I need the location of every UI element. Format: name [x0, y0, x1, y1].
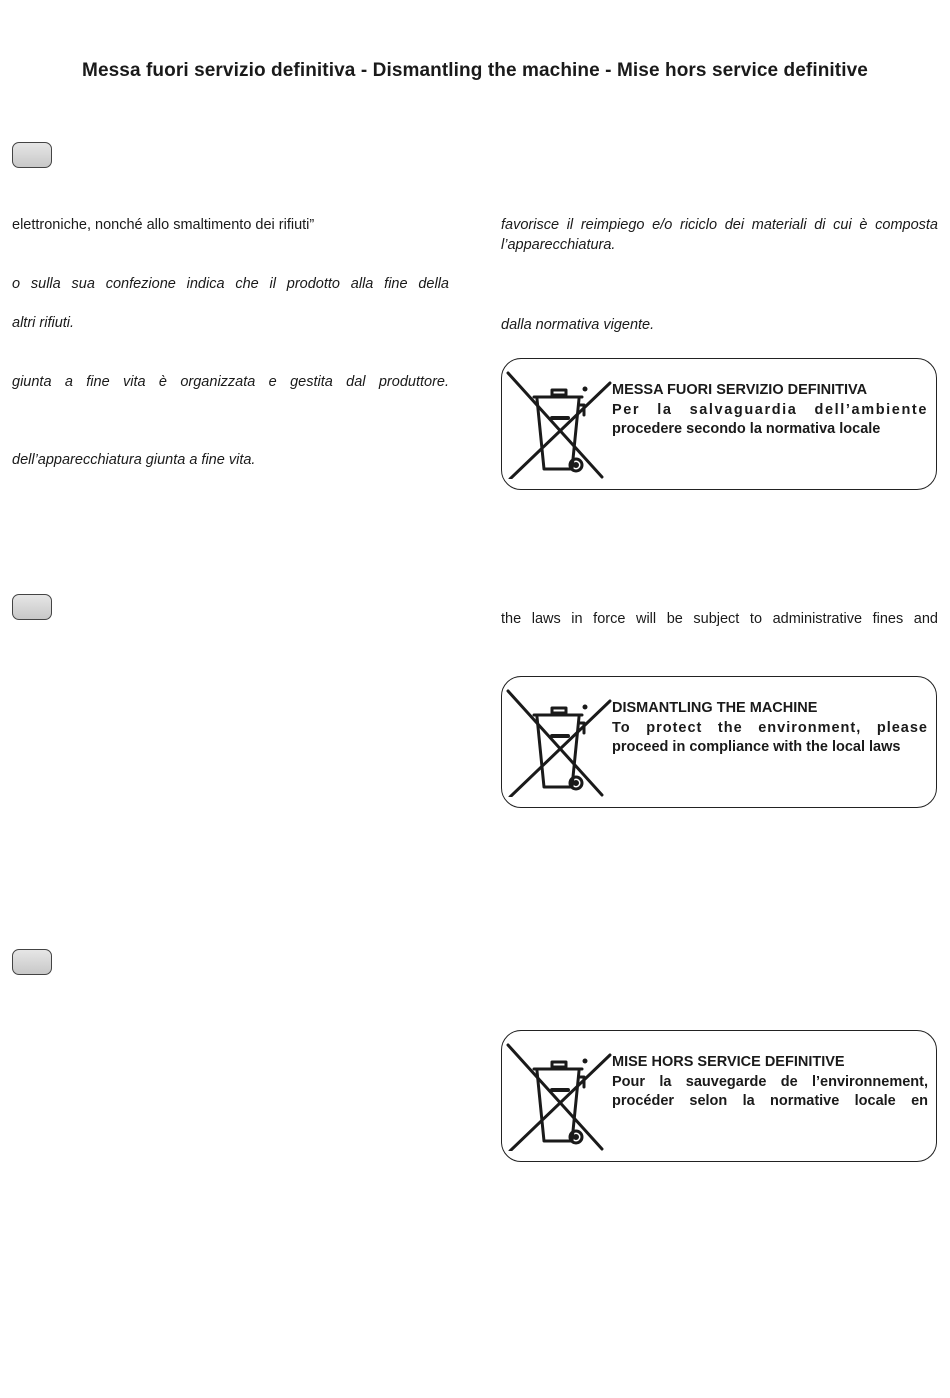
language-badge-english [12, 594, 52, 620]
language-badge-italian [12, 142, 52, 168]
crossed-out-bin-icon [504, 1039, 616, 1151]
notice-line1: Per la salvaguardia dell’ambiente [612, 401, 928, 418]
it-left-line4: giunta a fine vita è organizzata e gestita dal produttore. [12, 374, 449, 390]
language-badge-french [12, 949, 52, 975]
notice-heading: DISMANTLING THE MACHINE [612, 700, 818, 716]
notice-heading: MISE HORS SERVICE DEFINITIVE [612, 1054, 845, 1070]
it-left-line1: elettroniche, nonché allo smaltimento dei rifiuti” [12, 217, 315, 233]
crossed-out-bin-icon [504, 367, 616, 479]
page-title: Messa fuori servizio definitiva - Dismantling the machine - Mise hors service definitive [82, 60, 868, 81]
notice-text-french [612, 1053, 928, 1112]
notice-box-english [501, 676, 937, 808]
notice-line1: To protect the environment, please [612, 719, 928, 736]
notice-line1: Pour la sauvegarde de l’environnement, [612, 1073, 928, 1090]
notice-line2: procedere secondo la normativa locale [612, 421, 881, 437]
notice-heading: MESSA FUORI SERVIZIO DEFINITIVA [612, 382, 868, 398]
notice-box-italian [501, 358, 937, 490]
it-right-line1: favorisce il reimpiego e/o riciclo dei materiali di cui è composta [501, 217, 938, 233]
it-right-line2: l’apparecchiatura. [501, 237, 616, 253]
it-left-line3: altri rifiuti. [12, 315, 75, 331]
notice-line2: procéder selon la normative locale en [612, 1093, 928, 1109]
it-left-line2: o sulla sua confezione indica che il prodotto alla fine della [12, 276, 449, 292]
notice-text-english [612, 699, 928, 758]
notice-box-french [501, 1030, 937, 1162]
it-left-line5: dell’apparecchiatura giunta a fine vita. [12, 452, 256, 468]
it-right-line3: dalla normativa vigente. [501, 317, 655, 333]
en-right-line1: the laws in force will be subject to administrative fines and [501, 611, 938, 627]
notice-line2: proceed in compliance with the local laws [612, 739, 901, 755]
notice-text-italian [612, 381, 928, 440]
crossed-out-bin-icon [504, 685, 616, 797]
